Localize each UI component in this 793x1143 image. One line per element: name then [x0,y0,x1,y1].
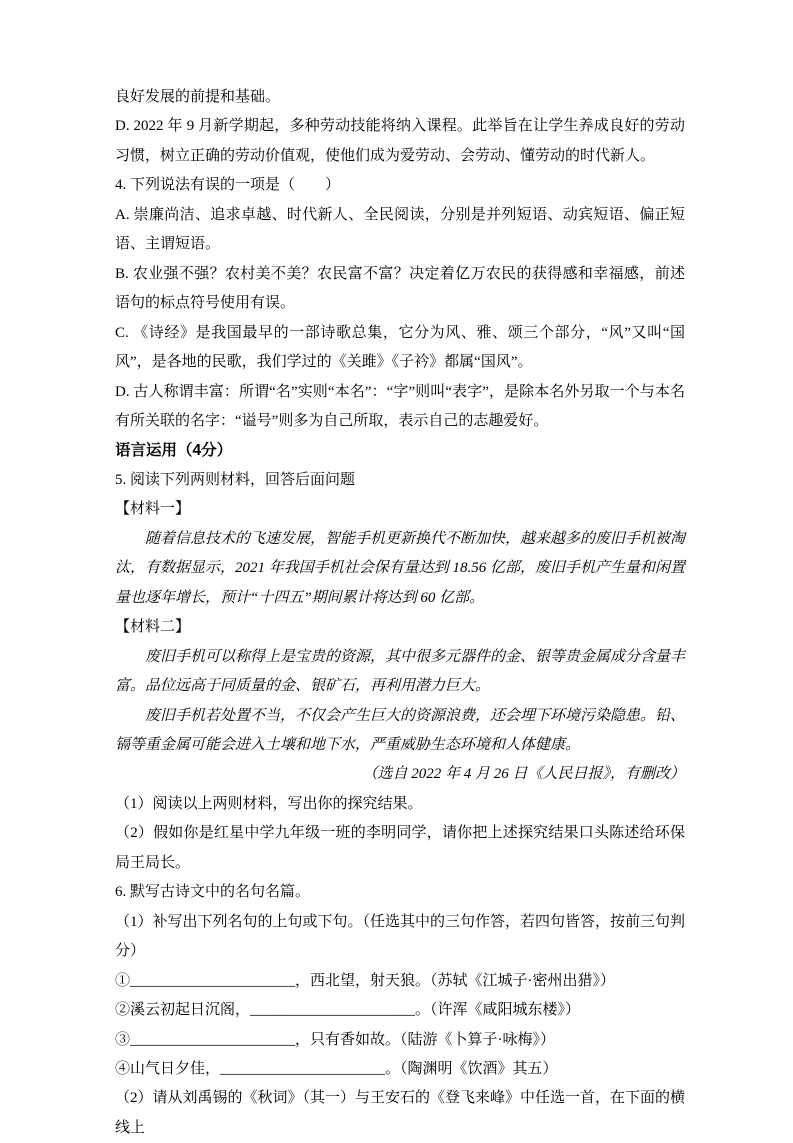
question-5: 5. 阅读下列两则材料，回答后面问题 [115,471,356,488]
source-citation: （选自 2022 年 4 月 26 日《人民日报》，有删改） [362,766,685,783]
document-body [115,83,685,1143]
q6-blank-3: ③______________________，只有香如故。（陆游《卜算子·咏梅》） [115,1031,555,1048]
option-d-labour: D. 2022 年 9 月新学期起，多种劳动技能将纳入课程。此举旨在让学生养成良好的劳动习惯，树立正确的劳动价值观，使他们成为爱劳动、会劳动、懂劳动的时代新人。 [115,118,685,164]
section-heading-language-use: 语言运用（4分） [115,442,233,460]
material-2-label: 【材料二】 [115,619,191,636]
q5-subquestion-1: （1）阅读以上两则材料，写出你的探究结果。 [115,795,423,812]
q4-option-c: C. 《诗经》是我国最早的一部诗歌总集，它分为风、雅、颂三个部分，“风”又叫“国风”，是各地的民歌，我们学过的《关雎》《子衿》都属“国风”。 [115,324,685,371]
q4-option-d: D. 古人称谓丰富：所谓“名”实则“本名”：“字”则叫“表字”，是除本名外另取一个与本名有所关联的名字：“谥号”则多为自己所取，表示自己的志趣爱好。 [115,383,685,429]
question-4: 4. 下列说法有误的一项是（ ） [115,177,341,194]
q6-subquestion-1: （1）补写出下列名句的上句或下句。（任选其中的三句作答，若四句皆答，按前三句判分） [115,913,686,960]
q5-subquestion-2: （2）假如你是红星中学九年级一班的李明同学，请你把上述探究结果口头陈述给环保局王局长。 [115,825,685,871]
material-1-text: 随着信息技术的飞速发展，智能手机更新换代不断加快，越来越多的废旧手机被淘汰，有数据显示，2021 年我国手机社会保有量达到 18.56 亿部，废旧手机产生量和闲置量也逐年增长，预计“十四五”期间累计将达到 60 亿部。 [115,530,686,606]
q4-option-a: A. 崇廉尚洁、追求卓越、时代新人、全民阅读，分别是并列短语、动宾短语、偏正短语、主谓短语。 [115,206,685,253]
q6-blank-2: ②溪云初起日沉阁，______________________。（许浑《咸阳城东楼》） [115,1002,581,1019]
material-2-text-2: 废旧手机若处置不当，不仅会产生巨大的资源浪费，还会埋下环境污染隐患。铅、镉等重金属可能会进入土壤和地下水，严重威胁生态环境和人体健康。 [115,707,686,753]
q6-blank-4: ④山气日夕佳，______________________。（陶渊明《饮酒》其五） [115,1060,558,1077]
material-2-text-1: 废旧手机可以称得上是宝贵的资源，其中很多元器件的金、银等贵金属成分含量丰富。品位远高于同质量的金、银矿石，再利用潜力巨大。 [115,648,686,695]
question-6: 6. 默写古诗文中的名句名篇。 [115,884,311,901]
q4-option-b: B. 农业强不强？农村美不美？农民富不富？决定着亿万农民的获得感和幸福感，前述语句的标点符号使用有误。 [115,265,685,312]
q6-subquestion-2: （2）请从刘禹锡的《秋词》（其一）与王安石的《登飞来峰》中任选一首，在下面的横线上 [115,1090,686,1136]
q6-blank-1: ①______________________，西北望，射天狼。（苏轼《江城子·密州出猎》） [115,972,615,989]
material-1-label: 【材料一】 [115,501,191,518]
option-continuation: 良好发展的前提和基础。 [115,89,281,105]
